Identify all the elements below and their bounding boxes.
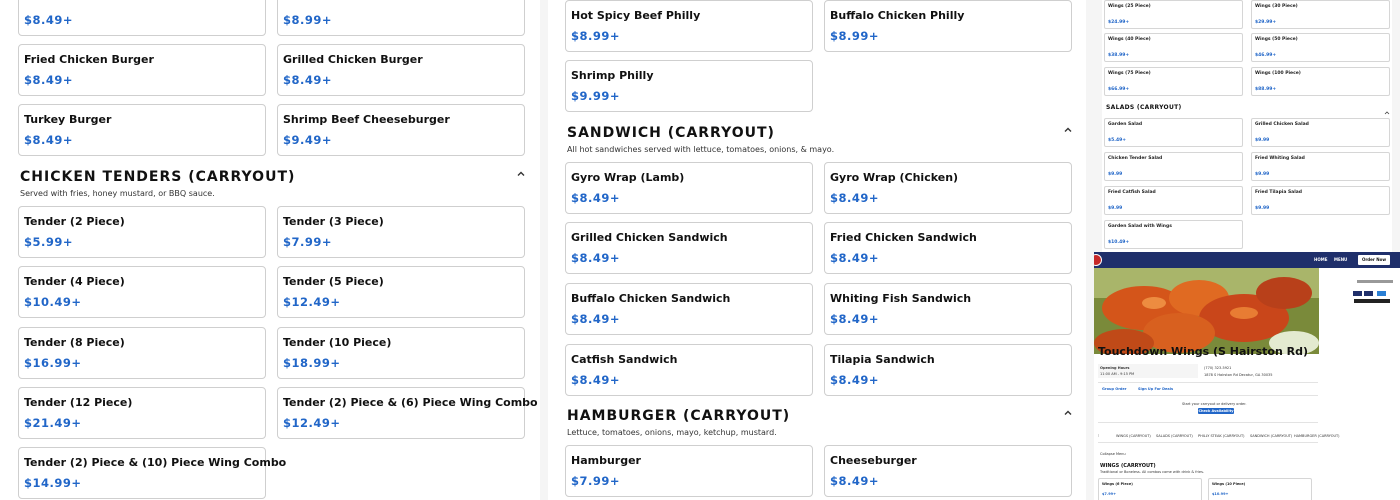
menu-item-price: $8.49+ — [571, 191, 621, 205]
preview-item-price: $7.99+ — [1102, 492, 1117, 496]
menu-item-card[interactable] — [277, 327, 525, 379]
mini-menu-card[interactable] — [1251, 67, 1390, 96]
menu-item-name: Turkey Burger — [24, 113, 112, 126]
menu-item-card[interactable] — [18, 104, 266, 156]
menu-item-name: Hamburger — [571, 454, 641, 467]
menu-item-name: Grilled Chicken Sandwich — [571, 231, 728, 244]
menu-item-card[interactable] — [18, 266, 266, 318]
preview-section-desc: Traditional or Boneless. All combos come with drink & fries. — [1100, 470, 1205, 474]
menu-item-card[interactable] — [824, 162, 1072, 214]
mini-menu-card[interactable] — [1251, 118, 1390, 147]
mini-item-price: $9.99 — [1255, 206, 1270, 211]
tabs-menu-icon[interactable]: ⁝ — [1098, 434, 1100, 438]
menu-item-card[interactable] — [18, 387, 266, 439]
chevron-up-icon[interactable] — [1062, 407, 1074, 419]
opening-hours-box[interactable] — [1098, 364, 1198, 378]
section-title: CHICKEN TENDERS (CARRYOUT) — [20, 169, 296, 185]
group-order-link[interactable]: Group Order — [1102, 387, 1127, 391]
menu-item-name: Tender (12 Piece) — [24, 396, 133, 409]
menu-item-card[interactable] — [277, 206, 525, 258]
menu-item-price: $8.49+ — [571, 373, 621, 387]
section-title: HAMBURGER (CARRYOUT) — [567, 408, 791, 424]
mini-item-price: $5.49+ — [1108, 138, 1127, 143]
menu-item-card[interactable] — [277, 266, 525, 318]
menu-item-price: $16.99+ — [24, 356, 82, 370]
menu-item-name: Cheeseburger — [830, 454, 917, 467]
opening-hours-label: Opening Hours — [1100, 366, 1130, 370]
cart-empty-text — [1357, 280, 1393, 283]
hero-image — [1094, 268, 1319, 354]
menu-item-card[interactable] — [18, 327, 266, 379]
mini-item-price: $10.49+ — [1108, 240, 1130, 245]
mini-menu-card[interactable] — [1104, 67, 1243, 96]
preview-item-price: $10.99+ — [1212, 492, 1229, 496]
menu-item-name: Tender (2) Piece & (6) Piece Wing Combo — [283, 396, 538, 409]
opening-hours-value: 11:00 AM - 9:15 PM — [1100, 372, 1135, 376]
mini-menu-card[interactable] — [1251, 152, 1390, 181]
preview-item-name: Wings (10 Piece) — [1212, 482, 1246, 486]
menu-item-name: Tender (2 Piece) — [24, 215, 125, 228]
menu-tab[interactable]: PHILLY STEAK (CARRYOUT) — [1198, 434, 1245, 438]
chevron-up-icon[interactable] — [1062, 124, 1074, 136]
preview-section-title: WINGS (CARRYOUT) — [1100, 463, 1156, 469]
menu-item-card[interactable] — [565, 162, 813, 214]
menu-item-name: Tender (10 Piece) — [283, 336, 392, 349]
menu-item-name: Gyro Wrap (Lamb) — [571, 171, 685, 184]
mini-item-name: Wings (100 Piece) — [1255, 71, 1301, 76]
start-order-text: Start your carryout or delivery order. — [1182, 402, 1247, 406]
mini-item-price: $88.99+ — [1255, 87, 1277, 92]
menu-item-card[interactable] — [18, 206, 266, 258]
menu-item-name: Catfish Sandwich — [571, 353, 678, 366]
mini-item-price: $66.99+ — [1108, 87, 1130, 92]
menu-item-card[interactable] — [277, 104, 525, 156]
preview-menu-card[interactable] — [1098, 478, 1202, 500]
menu-item-card[interactable] — [824, 222, 1072, 274]
address-text[interactable]: 1878 S Hairston Rd Decatur, GA 30035 — [1204, 373, 1273, 377]
menu-item-price: $8.49+ — [24, 13, 74, 27]
check-availability-button[interactable]: Check Availability — [1198, 409, 1234, 413]
menu-item-price: $8.99+ — [830, 29, 880, 43]
menu-item-price: $9.99+ — [571, 89, 621, 103]
menu-item-price: $8.49+ — [24, 73, 74, 87]
cart-panel — [1319, 268, 1400, 354]
menu-item-price: $8.49+ — [830, 474, 880, 488]
mini-item-price: $9.99 — [1108, 172, 1123, 177]
mini-section-title: SALADS (CARRYOUT) — [1106, 104, 1182, 111]
section-title: SANDWICH (CARRYOUT) — [567, 125, 775, 141]
mini-menu-card[interactable] — [1251, 0, 1390, 29]
mini-item-price: $29.99+ — [1255, 20, 1277, 25]
mini-item-price: $38.99+ — [1108, 53, 1130, 58]
menu-item-name: Fried Chicken Burger — [24, 53, 154, 66]
menu-item-card[interactable] — [565, 222, 813, 274]
mini-menu-card[interactable] — [1104, 186, 1243, 215]
menu-tab[interactable]: HAMBURGER (CARRYOUT) — [1294, 434, 1340, 438]
menu-item-price: $7.99+ — [571, 474, 621, 488]
nav-menu-link[interactable]: MENU — [1334, 257, 1348, 262]
menu-item-price: $8.49+ — [830, 191, 880, 205]
mini-chevron-up-icon[interactable] — [1383, 102, 1391, 110]
mini-menu-card[interactable] — [1104, 152, 1243, 181]
menu-item-card[interactable] — [277, 0, 525, 36]
mini-item-name: Wings (40 Piece) — [1108, 37, 1151, 42]
menu-item-price: $12.49+ — [283, 295, 341, 309]
menu-item-name: Tender (3 Piece) — [283, 215, 384, 228]
menu-item-name: Buffalo Chicken Sandwich — [571, 292, 731, 305]
menu-item-price: $8.49+ — [283, 73, 333, 87]
mini-item-name: Garden Salad — [1108, 122, 1143, 127]
section-description: Served with fries, honey mustard, or BBQ sauce. — [20, 189, 215, 198]
menu-item-name: Tender (2) Piece & (10) Piece Wing Combo — [24, 456, 287, 469]
menu-item-price: $8.49+ — [830, 251, 880, 265]
menu-item-name: Tender (5 Piece) — [283, 275, 384, 288]
menu-item-name: Tender (8 Piece) — [24, 336, 125, 349]
mini-item-name: Wings (30 Piece) — [1255, 4, 1298, 9]
mini-item-name: Garden Salad with Wings — [1108, 224, 1172, 229]
menu-column-right — [548, 0, 1086, 500]
menu-item-name: Tilapia Sandwich — [830, 353, 935, 366]
mini-item-price: $46.99+ — [1255, 53, 1277, 58]
mini-item-price: $9.99 — [1255, 138, 1270, 143]
payment-badges — [1354, 299, 1390, 303]
mini-item-name: Grilled Chicken Salad — [1255, 122, 1309, 127]
menu-item-name: Whiting Fish Sandwich — [830, 292, 972, 305]
menu-item-card[interactable] — [277, 44, 525, 96]
menu-item-name: Shrimp Philly — [571, 69, 654, 82]
menu-item-name: Grilled Chicken Burger — [283, 53, 423, 66]
mini-item-price: $9.99 — [1255, 172, 1270, 177]
order-now-button[interactable]: Order Now — [1358, 255, 1390, 265]
menu-item-card[interactable] — [565, 445, 813, 497]
menu-item-card[interactable] — [565, 344, 813, 396]
mini-item-name: Fried Catfish Salad — [1108, 190, 1156, 195]
divider — [1098, 395, 1318, 396]
section-description: Lettuce, tomatoes, onions, mayo, ketchup, mustard. — [567, 428, 777, 437]
menu-item-price: $14.99+ — [24, 476, 82, 490]
menu-tab[interactable]: SALADS (CARRYOUT) — [1156, 434, 1193, 438]
preview-navbar — [1094, 252, 1400, 268]
menu-item-price: $21.49+ — [24, 416, 82, 430]
menu-item-card[interactable] — [565, 283, 813, 335]
menu-item-price: $8.49+ — [830, 373, 880, 387]
menu-item-price: $7.99+ — [283, 235, 333, 249]
preview-menu-card[interactable] — [1208, 478, 1312, 500]
menu-item-card[interactable] — [824, 344, 1072, 396]
mini-menu-card[interactable] — [1104, 33, 1243, 62]
menu-item-price: $8.49+ — [571, 251, 621, 265]
menu-item-card[interactable] — [824, 0, 1072, 52]
menu-item-card[interactable] — [824, 283, 1072, 335]
chevron-up-icon[interactable] — [515, 168, 527, 180]
menu-item-price: $12.49+ — [283, 416, 341, 430]
menu-item-card[interactable] — [565, 0, 813, 52]
menu-item-price: $8.49+ — [571, 312, 621, 326]
menu-item-price: $18.99+ — [283, 356, 341, 370]
mini-item-name: Fried Tilapia Salad — [1255, 190, 1303, 195]
app-badge — [1377, 291, 1386, 296]
menu-item-card[interactable] — [824, 445, 1072, 497]
mini-menu-card[interactable] — [1104, 0, 1243, 29]
mini-item-price: $9.99 — [1108, 206, 1123, 211]
menu-item-price: $8.99+ — [571, 29, 621, 43]
menu-item-name: Gyro Wrap (Chicken) — [830, 171, 959, 184]
menu-item-card[interactable] — [565, 60, 813, 112]
menu-tab[interactable]: WINGS (CARRYOUT) — [1116, 434, 1151, 438]
mini-item-name: Wings (50 Piece) — [1255, 37, 1298, 42]
mini-item-name: Wings (75 Piece) — [1108, 71, 1151, 76]
sign-up-deals-link[interactable]: Sign Up For Deals — [1138, 387, 1174, 391]
menu-item-price: $8.49+ — [830, 312, 880, 326]
mini-item-name: Wings (25 Piece) — [1108, 4, 1151, 9]
nav-home-link[interactable]: HOME — [1314, 257, 1328, 262]
menu-item-price: $10.49+ — [24, 295, 82, 309]
divider — [1098, 422, 1318, 423]
app-badge — [1364, 291, 1373, 296]
website-preview — [1094, 252, 1400, 500]
section-description: All hot sandwiches served with lettuce, tomatoes, onions, & mayo. — [567, 145, 835, 154]
menu-item-name: Buffalo Chicken Philly — [830, 9, 965, 22]
phone-number[interactable]: (770) 323-5921 — [1204, 366, 1232, 370]
menu-item-name: Hot Spicy Beef Philly — [571, 9, 701, 22]
mini-menu-card[interactable] — [1104, 118, 1243, 147]
menu-item-price: $5.99+ — [24, 235, 74, 249]
menu-item-card[interactable] — [18, 0, 266, 36]
menu-item-price: $8.49+ — [24, 133, 74, 147]
mini-item-price: $24.99+ — [1108, 20, 1130, 25]
restaurant-title: Touchdown Wings (S Hairston Rd) — [1098, 345, 1309, 358]
menu-item-name: Shrimp Beef Cheeseburger — [283, 113, 450, 126]
menu-item-price: $8.99+ — [283, 13, 333, 27]
menu-item-card[interactable] — [277, 387, 538, 439]
menu-item-name: Tender (4 Piece) — [24, 275, 125, 288]
mini-menu-card[interactable] — [1104, 220, 1243, 249]
divider — [1098, 442, 1318, 443]
menu-item-name: Fried Chicken Sandwich — [830, 231, 977, 244]
menu-item-card[interactable] — [18, 44, 266, 96]
mini-item-name: Fried Whiting Salad — [1255, 156, 1305, 161]
preview-item-name: Wings (6 Piece) — [1102, 482, 1133, 486]
collapse-menu-link[interactable]: Collapse Menu — [1100, 452, 1126, 456]
mini-menu-card[interactable] — [1251, 186, 1390, 215]
app-badge — [1353, 291, 1362, 296]
menu-item-card[interactable] — [18, 447, 287, 499]
menu-item-price: $9.49+ — [283, 133, 333, 147]
mini-menu-card[interactable] — [1251, 33, 1390, 62]
menu-column-left — [0, 0, 540, 500]
menu-tab[interactable]: SANDWICH (CARRYOUT) — [1250, 434, 1293, 438]
logo-icon — [1094, 254, 1102, 266]
divider — [1098, 382, 1318, 383]
mini-item-name: Chicken Tender Salad — [1108, 156, 1163, 161]
